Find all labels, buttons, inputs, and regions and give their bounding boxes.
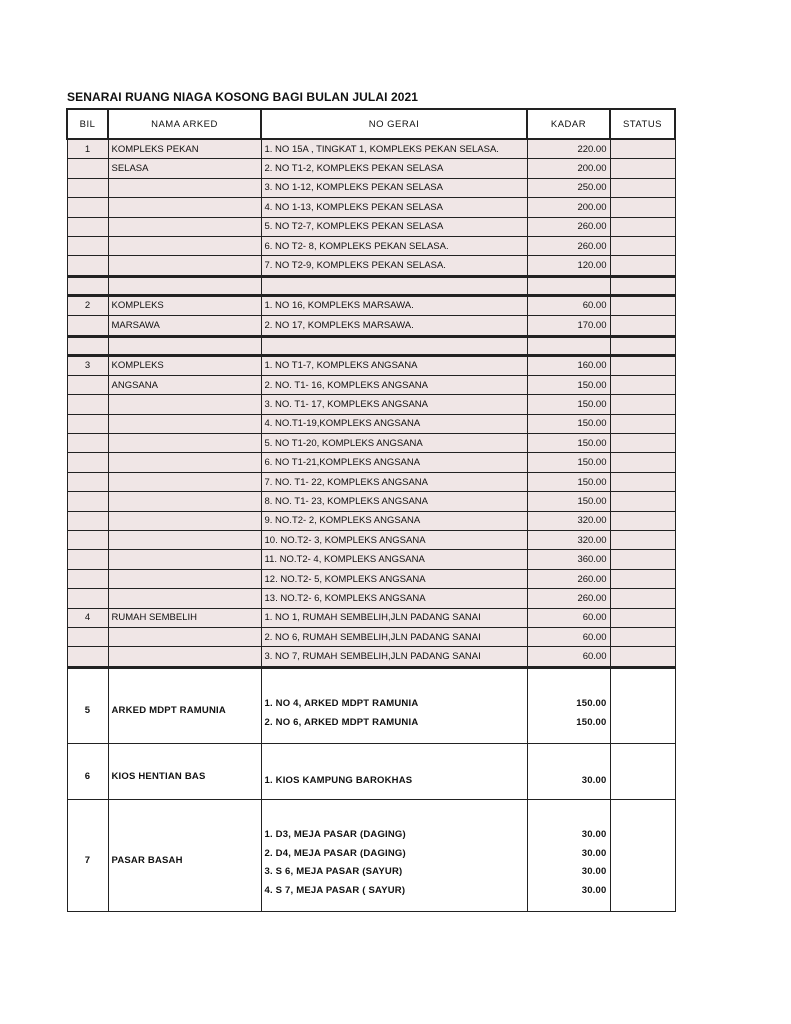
no-gerai-cell	[261, 799, 527, 911]
gerai-line: 1. KIOS KAMPUNG BAROKHAS	[264, 775, 413, 787]
header-status: STATUS	[610, 109, 675, 139]
header-bil: BIL	[67, 109, 108, 139]
bil-cell	[67, 395, 108, 414]
nama-arked-cell	[108, 414, 261, 433]
nama-arked-cell	[108, 511, 261, 530]
table-row	[67, 236, 675, 255]
kadar-cell: 220.00	[527, 139, 610, 159]
bil-cell	[67, 256, 108, 276]
header-row	[67, 109, 675, 139]
table-row	[67, 667, 675, 743]
spacer-cell	[261, 276, 527, 295]
kadar-cell: 200.00	[527, 159, 610, 178]
nama-arked-cell	[108, 569, 261, 588]
table-row	[67, 569, 675, 588]
nama-arked-cell	[108, 395, 261, 414]
bil-cell	[67, 316, 108, 336]
table-row	[67, 316, 675, 336]
header-kadar: KADAR	[527, 109, 610, 139]
no-gerai-cell: 2. NO 17, KOMPLEKS MARSAWA.	[261, 316, 527, 336]
no-gerai-cell: 5. NO T2-7, KOMPLEKS PEKAN SELASA	[261, 217, 527, 236]
gerai-line: 4. S 7, MEJA PASAR ( SAYUR)	[264, 884, 406, 896]
bil-cell: 1	[67, 139, 108, 159]
spacer-cell	[610, 276, 675, 295]
table-row	[67, 608, 675, 627]
no-gerai-cell: 13. NO.T2- 6, KOMPLEKS ANGSANA	[261, 589, 527, 608]
kadar-line: 30.00	[581, 884, 607, 896]
status-cell	[610, 395, 675, 414]
kadar-cell: 260.00	[527, 236, 610, 255]
bil-cell	[67, 531, 108, 550]
nama-arked-cell	[108, 550, 261, 569]
kadar-cell: 360.00	[527, 550, 610, 569]
spacer-cell	[108, 336, 261, 355]
status-cell	[610, 472, 675, 491]
kadar-cell: 150.00	[527, 434, 610, 453]
table-row	[67, 434, 675, 453]
bil-cell	[67, 492, 108, 511]
status-cell	[610, 414, 675, 433]
nama-arked-cell: KIOS HENTIAN BAS	[108, 743, 261, 799]
kadar-cell: 320.00	[527, 511, 610, 530]
bil-cell: 2	[67, 295, 108, 315]
status-cell	[610, 316, 675, 336]
nama-arked-cell: ARKED MDPT RAMUNIA	[108, 667, 261, 743]
kadar-cell: 320.00	[527, 531, 610, 550]
no-gerai-cell	[261, 743, 527, 799]
no-gerai-cell: 4. NO.T1-19,KOMPLEKS ANGSANA	[261, 414, 527, 433]
no-gerai-cell: 6. NO T2- 8, KOMPLEKS PEKAN SELASA.	[261, 236, 527, 255]
nama-arked-cell	[108, 627, 261, 646]
kadar-cell: 150.00	[527, 453, 610, 472]
table-row	[67, 472, 675, 491]
no-gerai-cell: 12. NO.T2- 5, KOMPLEKS ANGSANA	[261, 569, 527, 588]
bil-cell	[67, 159, 108, 178]
nama-arked-cell: ANGSANA	[108, 375, 261, 394]
gerai-line: 1. D3, MEJA PASAR (DAGING)	[264, 828, 406, 840]
no-gerai-cell: 7. NO. T1- 22, KOMPLEKS ANGSANA	[261, 472, 527, 491]
no-gerai-cell: 10. NO.T2- 3, KOMPLEKS ANGSANA	[261, 531, 527, 550]
spacer-cell	[261, 336, 527, 355]
bil-cell: 6	[67, 743, 108, 799]
bil-cell	[67, 647, 108, 667]
kadar-cell: 160.00	[527, 355, 610, 375]
table-row	[67, 159, 675, 178]
status-cell	[610, 743, 675, 799]
gerai-line: 3. S 6, MEJA PASAR (SAYUR)	[264, 866, 403, 878]
table-row	[67, 295, 675, 315]
bil-cell	[67, 472, 108, 491]
no-gerai-cell: 1. NO 15A , TINGKAT 1, KOMPLEKS PEKAN SELASA.	[261, 139, 527, 159]
kadar-cell: 150.00	[527, 414, 610, 433]
nama-arked-cell	[108, 256, 261, 276]
no-gerai-cell: 2. NO T1-2, KOMPLEKS PEKAN SELASA	[261, 159, 527, 178]
bil-cell: 7	[67, 799, 108, 911]
status-cell	[610, 608, 675, 627]
table-row	[67, 799, 675, 911]
table-row	[67, 743, 675, 799]
kadar-line: 150.00	[576, 716, 607, 728]
spacer-cell	[108, 276, 261, 295]
bil-cell	[67, 375, 108, 394]
no-gerai-cell: 11. NO.T2- 4, KOMPLEKS ANGSANA	[261, 550, 527, 569]
no-gerai-cell: 7. NO T2-9, KOMPLEKS PEKAN SELASA.	[261, 256, 527, 276]
bil-cell	[67, 414, 108, 433]
status-cell	[610, 531, 675, 550]
kadar-cell: 150.00	[527, 375, 610, 394]
kadar-line: 30.00	[581, 866, 607, 878]
gerai-line: 2. NO 6, ARKED MDPT RAMUNIA	[264, 716, 419, 728]
no-gerai-cell: 5. NO T1-20, KOMPLEKS ANGSANA	[261, 434, 527, 453]
table-row	[67, 511, 675, 530]
table-row	[67, 139, 675, 159]
table-row	[67, 550, 675, 569]
table-row	[67, 627, 675, 646]
nama-arked-cell	[108, 531, 261, 550]
page-title: SENARAI RUANG NIAGA KOSONG BAGI BULAN JULAI 2021	[67, 90, 419, 104]
kadar-cell: 60.00	[527, 295, 610, 315]
table-row	[67, 355, 675, 375]
status-cell	[610, 569, 675, 588]
spacer-row	[67, 336, 675, 355]
kadar-cell: 150.00	[527, 395, 610, 414]
nama-arked-cell: MARSAWA	[108, 316, 261, 336]
status-cell	[610, 492, 675, 511]
spacer-cell	[610, 336, 675, 355]
bil-cell: 5	[67, 667, 108, 743]
no-gerai-cell: 2. NO 6, RUMAH SEMBELIH,JLN PADANG SANAI	[261, 627, 527, 646]
bil-cell	[67, 550, 108, 569]
no-gerai-cell: 2. NO. T1- 16, KOMPLEKS ANGSANA	[261, 375, 527, 394]
bil-cell	[67, 453, 108, 472]
status-cell	[610, 236, 675, 255]
status-cell	[610, 453, 675, 472]
table-row	[67, 414, 675, 433]
bil-cell: 4	[67, 608, 108, 627]
nama-arked-cell	[108, 217, 261, 236]
nama-arked-cell	[108, 178, 261, 197]
spacer-cell	[527, 336, 610, 355]
table-row	[67, 256, 675, 276]
bil-cell	[67, 627, 108, 646]
bil-cell	[67, 198, 108, 217]
table-row	[67, 198, 675, 217]
nama-arked-cell: KOMPLEKS	[108, 295, 261, 315]
header-no-gerai: NO GERAI	[261, 109, 527, 139]
table-row	[67, 647, 675, 667]
bil-cell	[67, 217, 108, 236]
nama-arked-cell	[108, 472, 261, 491]
spacer-cell	[67, 276, 108, 295]
kadar-line: 150.00	[576, 698, 607, 710]
status-cell	[610, 355, 675, 375]
kadar-cell: 260.00	[527, 589, 610, 608]
nama-arked-cell	[108, 236, 261, 255]
nama-arked-cell: KOMPLEKS	[108, 355, 261, 375]
no-gerai-cell: 6. NO T1-21,KOMPLEKS ANGSANA	[261, 453, 527, 472]
status-cell	[610, 627, 675, 646]
spacer-row	[67, 276, 675, 295]
table-row	[67, 178, 675, 197]
kadar-line: 30.00	[581, 847, 607, 859]
table-row	[67, 531, 675, 550]
no-gerai-cell: 9. NO.T2- 2, KOMPLEKS ANGSANA	[261, 511, 527, 530]
no-gerai-cell: 4. NO 1-13, KOMPLEKS PEKAN SELASA	[261, 198, 527, 217]
no-gerai-cell: 3. NO. T1- 17, KOMPLEKS ANGSANA	[261, 395, 527, 414]
status-cell	[610, 256, 675, 276]
nama-arked-cell	[108, 647, 261, 667]
no-gerai-cell: 1. NO T1-7, KOMPLEKS ANGSANA	[261, 355, 527, 375]
kadar-cell: 200.00	[527, 198, 610, 217]
nama-arked-cell: RUMAH SEMBELIH	[108, 608, 261, 627]
nama-arked-cell	[108, 453, 261, 472]
bil-cell	[67, 569, 108, 588]
status-cell	[610, 511, 675, 530]
no-gerai-cell	[261, 667, 527, 743]
status-cell	[610, 217, 675, 236]
bil-cell	[67, 236, 108, 255]
kadar-cell: 260.00	[527, 569, 610, 588]
status-cell	[610, 178, 675, 197]
no-gerai-cell: 1. NO 1, RUMAH SEMBELIH,JLN PADANG SANAI	[261, 608, 527, 627]
no-gerai-cell: 1. NO 16, KOMPLEKS MARSAWA.	[261, 295, 527, 315]
status-cell	[610, 667, 675, 743]
bil-cell	[67, 178, 108, 197]
kadar-cell: 260.00	[527, 217, 610, 236]
kadar-cell: 170.00	[527, 316, 610, 336]
status-cell	[610, 589, 675, 608]
nama-arked-cell: KOMPLEKS PEKAN	[108, 139, 261, 159]
status-cell	[610, 198, 675, 217]
header-nama-arked: NAMA ARKED	[108, 109, 261, 139]
spacer-cell	[67, 336, 108, 355]
status-cell	[610, 295, 675, 315]
table-row	[67, 395, 675, 414]
gerai-line: 2. D4, MEJA PASAR (DAGING)	[264, 847, 406, 859]
nama-arked-cell	[108, 434, 261, 453]
kadar-cell: 60.00	[527, 627, 610, 646]
kadar-line: 30.00	[581, 828, 607, 840]
bil-cell	[67, 434, 108, 453]
bil-cell	[67, 589, 108, 608]
table-row	[67, 375, 675, 394]
kadar-cell: 120.00	[527, 256, 610, 276]
bil-cell: 3	[67, 355, 108, 375]
kadar-cell	[527, 799, 610, 911]
table-row	[67, 492, 675, 511]
kadar-cell: 150.00	[527, 472, 610, 491]
kadar-cell: 150.00	[527, 492, 610, 511]
no-gerai-cell: 3. NO 7, RUMAH SEMBELIH,JLN PADANG SANAI	[261, 647, 527, 667]
nama-arked-cell	[108, 492, 261, 511]
spacer-cell	[527, 276, 610, 295]
status-cell	[610, 647, 675, 667]
table-row	[67, 453, 675, 472]
kadar-cell	[527, 743, 610, 799]
kadar-cell: 60.00	[527, 647, 610, 667]
kadar-line: 30.00	[581, 775, 607, 787]
vacant-lots-table	[66, 108, 676, 912]
status-cell	[610, 375, 675, 394]
status-cell	[610, 139, 675, 159]
no-gerai-cell: 8. NO. T1- 23, KOMPLEKS ANGSANA	[261, 492, 527, 511]
kadar-cell: 60.00	[527, 608, 610, 627]
nama-arked-cell: SELASA	[108, 159, 261, 178]
table-row	[67, 217, 675, 236]
status-cell	[610, 550, 675, 569]
nama-arked-cell	[108, 589, 261, 608]
table-row	[67, 589, 675, 608]
kadar-cell	[527, 667, 610, 743]
nama-arked-cell	[108, 198, 261, 217]
bil-cell	[67, 511, 108, 530]
status-cell	[610, 434, 675, 453]
no-gerai-cell: 3. NO 1-12, KOMPLEKS PEKAN SELASA	[261, 178, 527, 197]
status-cell	[610, 159, 675, 178]
kadar-cell: 250.00	[527, 178, 610, 197]
gerai-line: 1. NO 4, ARKED MDPT RAMUNIA	[264, 698, 419, 710]
nama-arked-cell: PASAR BASAH	[108, 799, 261, 911]
status-cell	[610, 799, 675, 911]
